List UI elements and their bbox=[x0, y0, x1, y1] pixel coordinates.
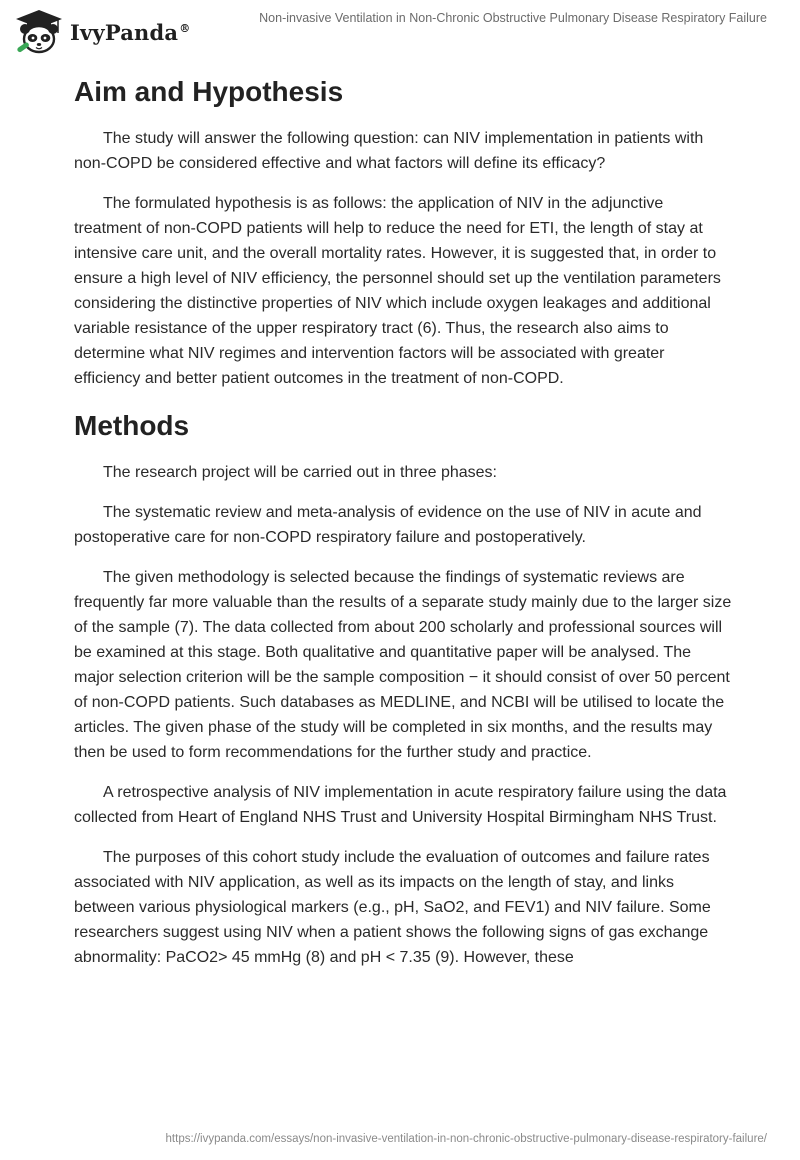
paragraph: The systematic review and meta-analysis of evidence on the use of NIV in acute and postoperative care for non-COPD respiratory failure and postoperatively. bbox=[74, 504, 702, 546]
paragraph: A retrospective analysis of NIV implementation in acute respiratory failure using the data collected from Heart of England NHS Trust and University Hospital Birmingham NHS Trust. bbox=[74, 784, 727, 826]
paragraph: The purposes of this cohort study include the evaluation of outcomes and failure rates associated with NIV application, as well as its impacts on the length of stay, and links between various physiological markers (e.g., pH, SaO2, and FEV1) and NIV failure. Some researchers suggest using NIV when a patient shows the following signs of gas exchange abnormality: PaCO2> 45 mmHg (8) and pH < 7.35 (9). However, these bbox=[74, 849, 711, 966]
paragraph: The given methodology is selected because the findings of systematic reviews are frequently far more valuable than the results of a separate study mainly due to the larger size of the sample (7). The data collected from about 200 scholarly and professional sources will be examined at this stage. Both qualitative and quantitative paper will be analysed. The major selection criterion will be the sample composition − it should consist of over 50 percent of non-COPD patients. Such databases as MEDLINE, and NCBI will be utilised to locate the articles. The given phase of the study will be completed in six months, and the results may then be used to form recommendations for the further study and practice. bbox=[74, 569, 732, 761]
brand-logo[interactable] bbox=[14, 8, 190, 56]
source-url[interactable]: https://ivypanda.com/essays/non-invasive-ventilation-in-non-chronic-obstructive-pulmonary-disease-respiratory-failure/ bbox=[165, 1133, 767, 1145]
page-header bbox=[0, 0, 800, 64]
article-body bbox=[74, 72, 734, 985]
section-heading-methods: Methods bbox=[74, 410, 190, 441]
section-heading-aim: Aim and Hypothesis bbox=[74, 76, 344, 107]
paragraph: The research project will be carried out in three phases: bbox=[103, 464, 497, 481]
panda-graduate-icon bbox=[14, 8, 64, 56]
paragraph: The formulated hypothesis is as follows: the application of NIV in the adjunctive treatment of non-COPD patients will help to reduce the need for ETI, the length of stay at intensive care unit, and the overall mortality rates. However, it is suggested that, in order to ensure a high level of NIV efficiency, the personnel should set up the ventilation parameters considering the distinctive properties of NIV which include oxygen leakages and additional variable resistance of the upper respiratory tract (6). Thus, the research also aims to determine what NIV regimes and intervention factors will be associated with greater efficiency and better patient outcomes in the treatment of non-COPD. bbox=[74, 195, 721, 387]
brand-name: IvyPanda® bbox=[70, 19, 191, 45]
document-title: Non-invasive Ventilation in Non-Chronic Obstructive Pulmonary Disease Respiratory Failure bbox=[259, 11, 767, 25]
paragraph: The study will answer the following question: can NIV implementation in patients with non-COPD be considered effective and what factors will define its efficacy? bbox=[74, 130, 704, 172]
